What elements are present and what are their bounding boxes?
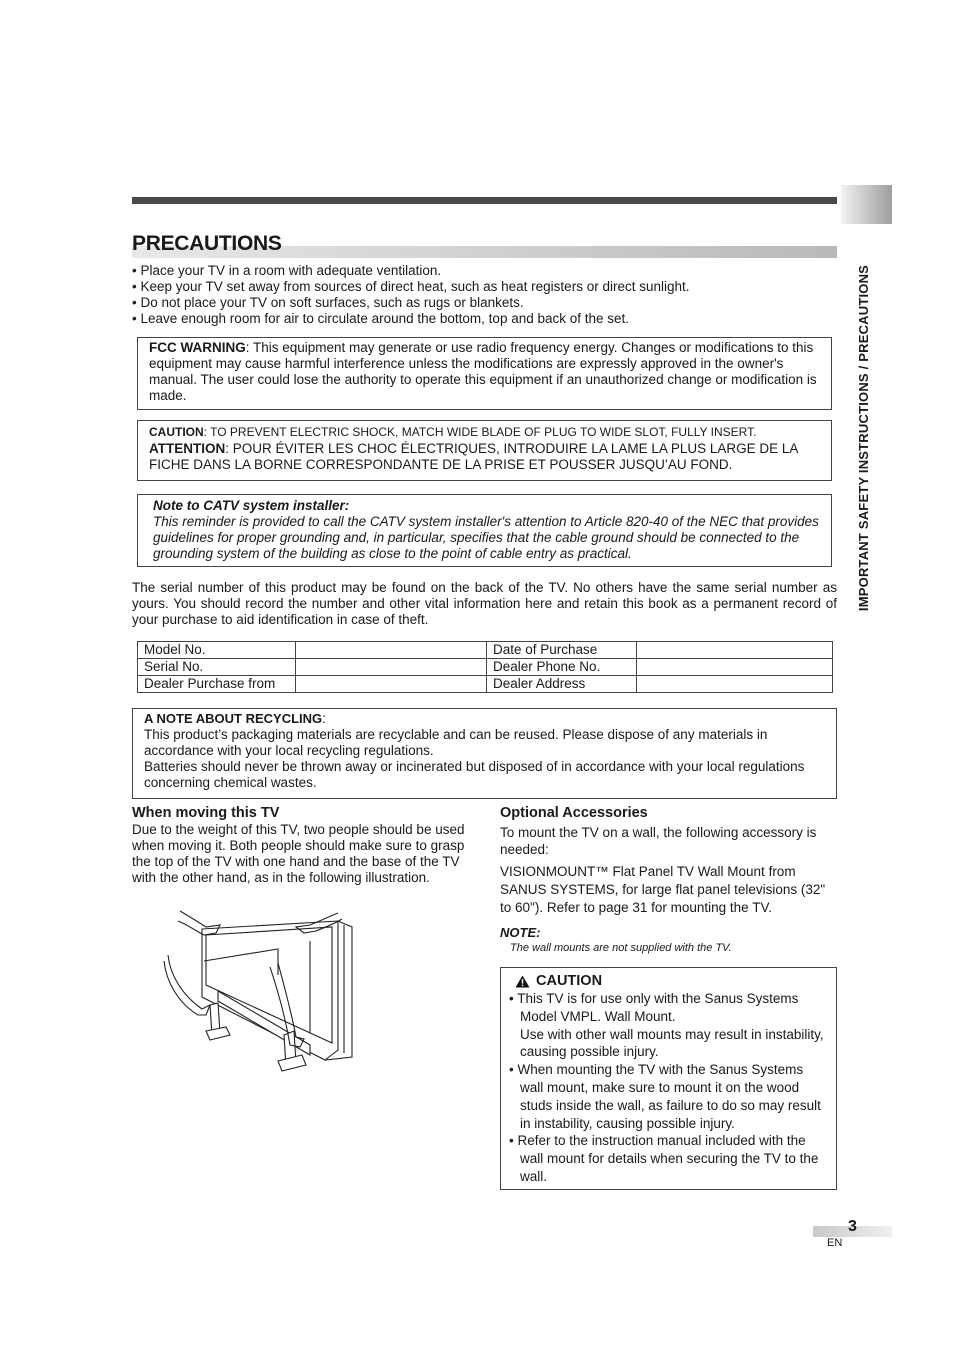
page-title: PRECAUTIONS — [132, 232, 282, 255]
catv-heading: Note to CATV system installer: — [153, 498, 350, 513]
section-label — [842, 228, 886, 648]
table-cell: Serial No. — [138, 659, 296, 676]
table-cell — [637, 659, 833, 676]
wall-mount-caution-box — [500, 967, 837, 1190]
section-label-text: IMPORTANT SAFETY INSTRUCTIONS / PRECAUTIONS — [856, 264, 871, 612]
list-item: • Leave enough room for air to circulate around the bottom, top and back of the set. — [132, 311, 630, 326]
recycling-heading-text: A NOTE ABOUT RECYCLING — [144, 711, 323, 726]
fcc-warning-label: FCC WARNING — [149, 340, 246, 355]
recycling-heading-colon: : — [322, 711, 326, 726]
caution-heading-text: CAUTION — [536, 973, 603, 989]
table-cell — [296, 659, 487, 676]
catv-note-box — [137, 494, 832, 567]
caution-body: : TO PREVENT ELECTRIC SHOCK, MATCH WIDE BLADE OF PLUG TO WIDE SLOT, FULLY INSERT. — [203, 425, 757, 439]
plug-caution-line — [149, 424, 823, 441]
recycling-note-box — [132, 708, 837, 799]
list-item: • Keep your TV set away from sources of direct heat, such as heat registers or direct sunlight. — [132, 279, 690, 294]
table-cell — [637, 676, 833, 693]
tv-moving-illustration — [160, 905, 360, 1075]
recycling-paragraph: This product’s packaging materials are recyclable and can be reused. Please dispose of any materials in accordance with your local recycling regulations. — [144, 727, 768, 758]
table-row — [138, 676, 833, 693]
header-rule — [132, 197, 837, 204]
table-row — [138, 642, 833, 659]
list-item: • Place your TV in a room with adequate ventilation. — [132, 263, 442, 278]
plug-caution-box — [137, 420, 832, 481]
list-item: • Do not place your TV on soft surfaces, such as rugs or blankets. — [132, 295, 524, 310]
caution-heading — [509, 972, 828, 990]
note-heading: NOTE: — [500, 925, 541, 940]
table-cell: Dealer Address — [487, 676, 637, 693]
accessories-heading: Optional Accessories — [500, 805, 648, 821]
table-row — [138, 659, 833, 676]
caution-label: CAUTION — [149, 425, 204, 439]
moving-text: Due to the weight of this TV, two people should be used when moving it. Both people should make sure to grasp the top of the TV with one hand and the base of the TV with the other hand, as in the following illustration. — [132, 822, 465, 885]
list-item: • Refer to the instruction manual included with the wall mount for details when securing the TV to the wall. — [509, 1133, 819, 1184]
table-cell — [637, 642, 833, 659]
recycling-paragraph: Batteries should never be thrown away or incinerated but disposed of in accordance with your local regulations concerning chemical wastes. — [144, 759, 805, 790]
precaution-list — [132, 263, 837, 327]
purchase-record-table — [137, 641, 833, 693]
accessories-intro: To mount the TV on a wall, the following accessory is needed: — [500, 825, 817, 857]
attention-body: : POUR ÉVITER LES CHOC ÉLECTRIQUES, INTRODUIRE LA LAME LA PLUS LARGE DE LA FICHE DANS LA BORNE CORRESPONDANTE DE LA PRISE ET POUSSER JUSQU’AU FOND. — [149, 441, 798, 472]
caution-list — [509, 990, 828, 1186]
page-number: 3 — [848, 1218, 857, 1235]
plug-attention-line — [149, 441, 823, 473]
attention-label: ATTENTION — [149, 441, 226, 456]
moving-heading: When moving this TV — [132, 805, 280, 821]
serial-paragraph: The serial number of this product may be found on the back of the TV. No others have the same serial number as yours. You should record the number and other vital information here and retain this book as a permanent record of your purchase to aid identification in case of theft. — [132, 580, 837, 627]
table-cell: Model No. — [138, 642, 296, 659]
table-cell — [296, 642, 487, 659]
accessories-product: VISIONMOUNT™ Flat Panel TV Wall Mount from SANUS SYSTEMS, for large flat panel televisions (32" to 60"). Refer to page 31 for mounting the TV. — [500, 864, 826, 915]
table-cell: Date of Purchase — [487, 642, 637, 659]
fcc-warning-box — [137, 337, 832, 410]
section-tab — [841, 185, 892, 224]
table-cell: Dealer Phone No. — [487, 659, 637, 676]
fcc-warning-body: : This equipment may generate or use radio frequency energy. Changes or modifications to this equipment may cause harmful interference unless the modifications are expressly approved in the owner's manual. The user could lose the authority to operate this equipment if an unauthorized change or modification is made. — [149, 340, 817, 403]
table-cell: Dealer Purchase from — [138, 676, 296, 693]
fcc-warning-text — [149, 340, 823, 404]
page-language: EN — [827, 1237, 843, 1249]
note-text: The wall mounts are not supplied with the TV. — [510, 942, 732, 954]
catv-text: This reminder is provided to call the CATV system installer's attention to Article 820-40 of the NEC that provides guidelines for proper grounding and, in particular, specifies that the cable ground should be connected to the grounding system of the building as close to the point of cable entry as practical. — [153, 514, 819, 561]
table-cell — [296, 676, 487, 693]
list-item: Use with other wall mounts may result in instability, causing possible injury. — [520, 1026, 824, 1060]
list-item: • When mounting the TV with the Sanus Systems wall mount, make sure to mount it on the wood studs inside the wall, as failure to do so may result in instability, causing possible injury. — [509, 1062, 821, 1131]
recycling-heading — [144, 711, 828, 727]
list-item: • This TV is for use only with the Sanus Systems Model VMPL. Wall Mount. — [509, 991, 799, 1024]
warning-icon — [515, 975, 530, 988]
